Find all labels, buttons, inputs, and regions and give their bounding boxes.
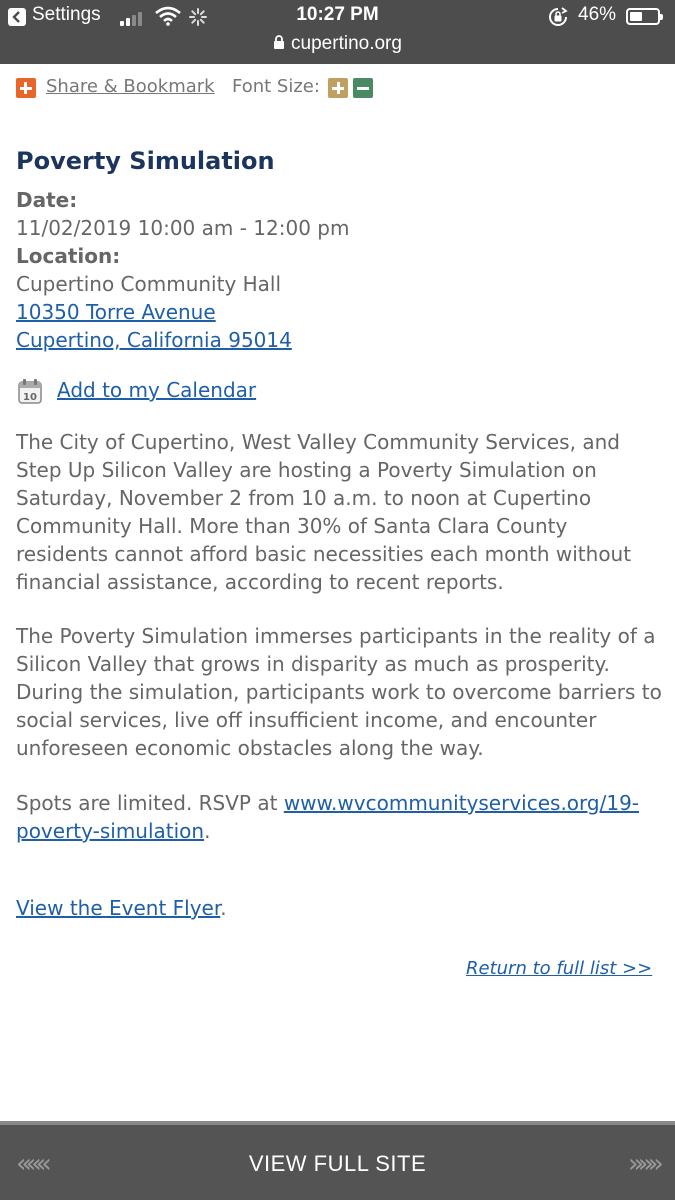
calendar-icon[interactable] xyxy=(18,378,42,404)
left-chevrons-icon: ««« xyxy=(16,1149,46,1179)
view-full-site-bar[interactable] xyxy=(0,1121,675,1200)
battery-percentage: 46% xyxy=(578,4,617,25)
location-name: Cupertino Community Hall xyxy=(16,272,282,296)
add-to-calendar-link[interactable]: Add to my Calendar xyxy=(57,378,257,402)
date-value: 11/02/2019 10:00 am - 12:00 pm xyxy=(16,216,350,240)
right-chevrons-icon: »»» xyxy=(628,1149,658,1179)
rsvp-link-part2: poverty-simulation xyxy=(16,819,205,843)
description-paragraph-2: The Poverty Simulation immerses participants in the reality of a Silicon Valley that grows in disparity as much as prosperity. During the simulation, participants work to overcome barriers to social services, live off insufficient income, and encounter unforeseen economic obstacles along the way. xyxy=(16,624,662,760)
address-line2-link[interactable]: Cupertino, California 95014 xyxy=(16,328,292,352)
location-label: Location: xyxy=(16,244,121,268)
font-decrease-button[interactable] xyxy=(353,78,373,98)
url-text: cupertino.org xyxy=(291,33,402,54)
clock-time: 10:27 PM xyxy=(296,4,379,25)
flyer-period: . xyxy=(220,896,227,920)
rsvp-link-part1: www.wvcommunityservices.org/19- xyxy=(283,791,640,815)
date-label: Date: xyxy=(16,188,78,212)
battery-icon xyxy=(626,8,660,25)
rsvp-prefix: Spots are limited. RSVP at xyxy=(16,791,284,815)
view-full-site-button[interactable]: VIEW FULL SITE xyxy=(248,1151,427,1176)
share-bookmark-link[interactable]: Share & Bookmark xyxy=(46,76,215,97)
event-details xyxy=(16,186,349,354)
rsvp-paragraph xyxy=(16,789,664,845)
calendar-day-number: 10 xyxy=(23,392,37,403)
event-flyer-link[interactable]: View the Event Flyer xyxy=(16,896,221,920)
page-title: Poverty Simulation xyxy=(16,147,275,175)
status-bar xyxy=(0,0,675,64)
description-paragraph-1: The City of Cupertino, West Valley Community Services, and Step Up Silicon Valley are hosting a Poverty Simulation on Saturday, November 2 from 10 a.m. to noon at Cupertino Community Hall. More than 30% of Santa Clara County residents cannot afford basic necessities each month without financial assistance, according to recent reports. xyxy=(16,430,632,594)
flyer-paragraph xyxy=(16,894,664,922)
font-increase-button[interactable] xyxy=(328,78,348,98)
rotation-lock-icon xyxy=(548,7,568,27)
font-size-label: Font Size: xyxy=(232,76,320,97)
share-plus-icon[interactable] xyxy=(16,78,36,98)
lock-icon xyxy=(273,35,285,50)
back-to-app-label[interactable]: Settings xyxy=(32,4,101,25)
address-bar[interactable] xyxy=(0,33,675,55)
return-to-list-link[interactable]: Return to full list >> xyxy=(466,958,653,979)
rsvp-period: . xyxy=(204,819,211,843)
address-line1-link[interactable]: 10350 Torre Avenue xyxy=(16,300,216,324)
